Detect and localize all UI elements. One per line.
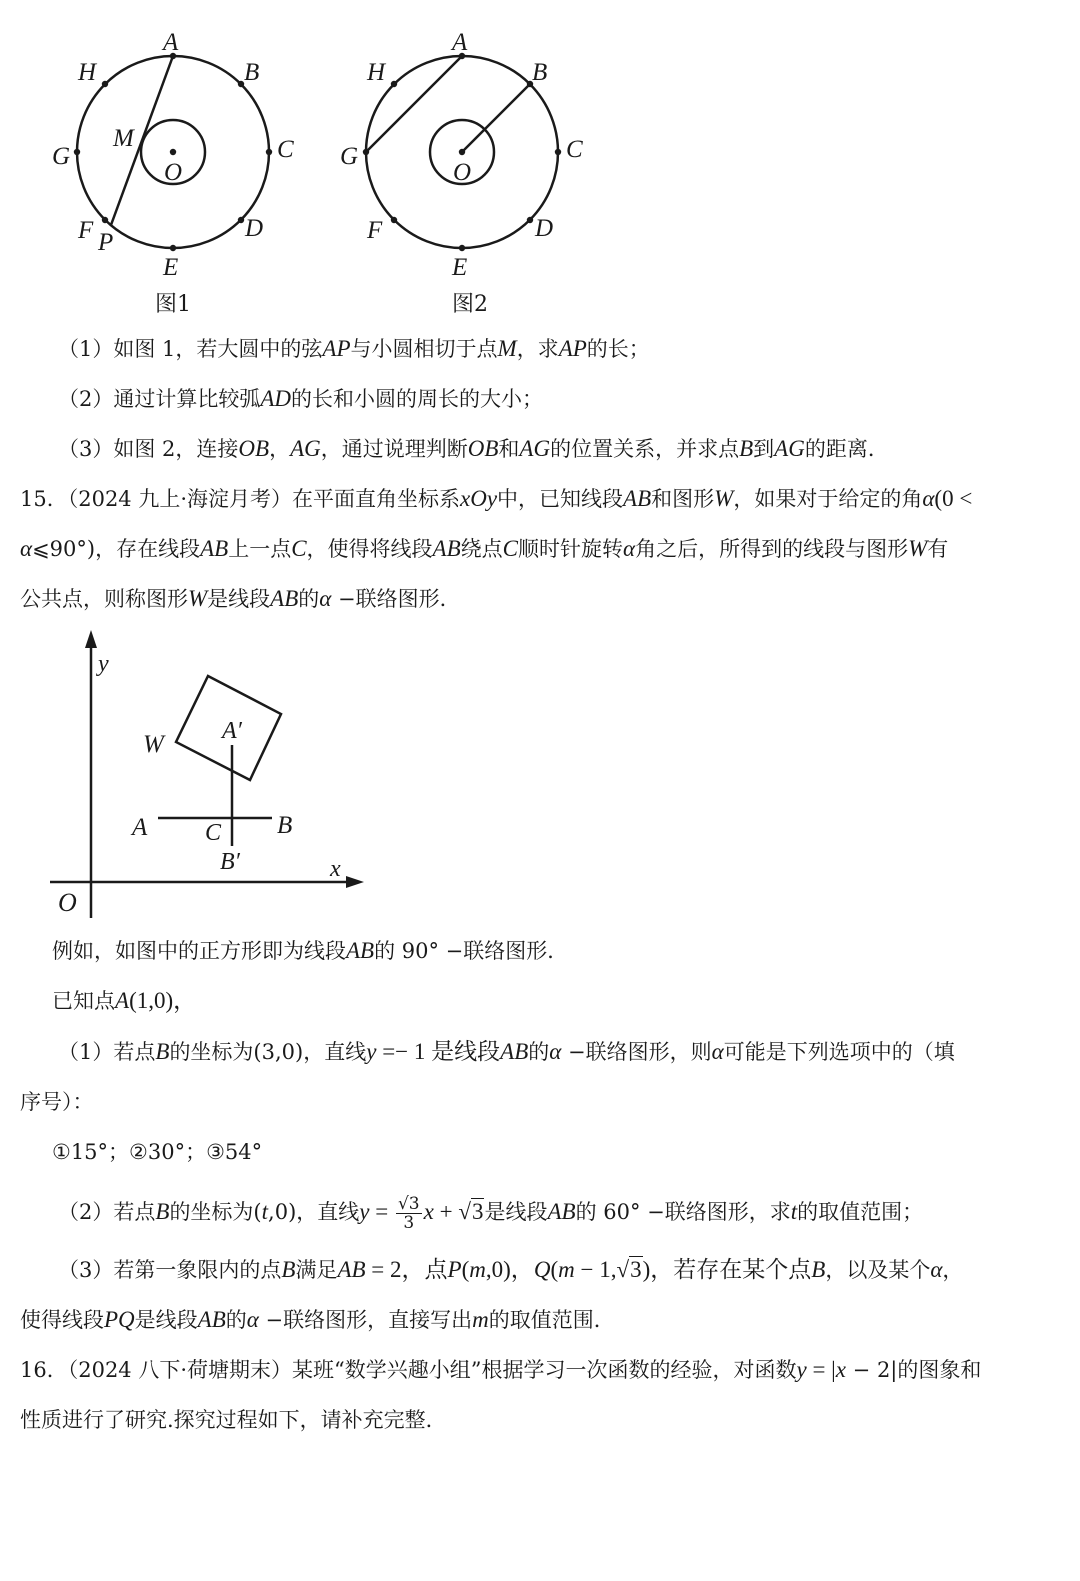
q15-s3b-text-a: 使得线段 [20, 1308, 104, 1332]
q15-sub1-line2 [20, 1087, 94, 1117]
q15-s3b-math-m: m [472, 1307, 489, 1332]
fig3-label-b: B [277, 812, 293, 839]
q15-l1-text-e: (0 < [934, 486, 973, 511]
q15-l3-text-a: 公共点，则称图形 [20, 587, 188, 611]
q15-line2 [20, 534, 948, 564]
fig3-label-a: A [132, 814, 148, 841]
q15-s2-math-ab: AB [547, 1199, 576, 1224]
q15-l1-text-c: 和图形 [651, 487, 715, 511]
q14-p3-text-a: （3）如图 2，连接 [58, 437, 239, 461]
fig2-label-o: O [453, 159, 472, 186]
q15-s2-frac-numerator: √3 [397, 1194, 420, 1214]
fig1-label-o: O [164, 159, 183, 186]
q15-s1-math-ab: AB [500, 1039, 529, 1064]
q16-line2 [20, 1405, 447, 1435]
q15-s2-text-e: + [433, 1199, 459, 1224]
q15-s1-text-f: 可能是下列选项中的（填 [723, 1040, 955, 1064]
fig1-label-b: B [244, 59, 260, 86]
q16-l1-text-b: = | [806, 1357, 836, 1382]
q14-part1 [58, 334, 650, 364]
q14-p3-text-c: ，通过说理判断 [320, 437, 468, 461]
q15-s2-text-c: ,0)，直线 [268, 1200, 360, 1224]
q15-e1-math-ab: AB [346, 938, 375, 963]
q14-p3-math-ob: OB [238, 436, 270, 461]
q15-sub1-options [52, 1137, 262, 1167]
q15-l3-text-d: −联络图形． [331, 587, 461, 611]
q15-s3b-math-alpha: α [246, 1307, 259, 1332]
q15-given [52, 986, 196, 1016]
q15-s3-text-c: = 2，点 [365, 1257, 448, 1282]
q16-l1-text-a: 16．（2024 八下·荷塘期末）某班“数学兴趣小组”根据学习一次函数的经验，对函数 [20, 1358, 797, 1382]
q15-l2-math-ab: AB [200, 536, 229, 561]
figure-2-caption: 图2 [452, 292, 488, 317]
q15-l1-math-xoy: xOy [460, 486, 498, 511]
q14-p3-math-ag: AG [290, 436, 321, 461]
figure-2 [330, 25, 610, 285]
q15-s3-text-f: ( [550, 1257, 559, 1282]
q14-p1-math-ap2: AP [558, 336, 587, 361]
q15-l3-text-b: 是线段 [207, 587, 271, 611]
q15-l2-text-a: ⩽90°)，存在线段 [32, 537, 201, 561]
q15-l3-math-w: W [188, 586, 208, 611]
fig2-label-g: G [340, 143, 359, 170]
q15-s2-radicand: 3 [471, 1199, 484, 1224]
fig1-label-e: E [163, 254, 179, 281]
q15-e2-text-a: 已知点 [52, 989, 115, 1013]
q15-s2-text-b: 的坐标为( [169, 1200, 262, 1224]
q15-s3b-text-d: −联络图形，直接写出 [258, 1308, 473, 1332]
q15-l2-text-e: 顺时针旋转 [518, 537, 623, 561]
q15-l1-math-alpha: α [922, 486, 935, 511]
q15-l2-math-ab2: AB [432, 536, 461, 561]
fig2-label-a: A [452, 29, 468, 56]
q14-p2-math-ad: AD [260, 386, 292, 411]
q15-line3 [20, 584, 461, 614]
q15-l1-text-a: 15．（2024 九上·海淀月考）在平面直角坐标系 [20, 487, 461, 511]
q15-l1-text-d: ，如果对于给定的角 [733, 487, 923, 511]
q15-l1-math-ab: AB [623, 486, 652, 511]
q15-s3-math-m: m [469, 1257, 486, 1282]
fig1-label-a: A [163, 29, 179, 56]
fig2-label-h: H [367, 59, 386, 86]
q15-e2-text-b: (1,0)， [129, 988, 197, 1013]
q15-s3-text-i: ，以及某个 [825, 1258, 931, 1282]
q14-p3-text-b: ， [269, 437, 291, 461]
q15-s2-math-t: t [261, 1199, 269, 1224]
q16-l1-math-x: x [835, 1357, 846, 1382]
fig2-label-d: D [535, 215, 554, 242]
q15-s1-text-d: 的 [528, 1040, 550, 1064]
q15-s2-text-f: 是线段 [484, 1200, 548, 1224]
q15-l2-text-g: 有 [927, 537, 949, 561]
q15-example [52, 936, 568, 966]
q14-p3-text-f: 到 [753, 437, 775, 461]
q15-s2-text-g: 的 60° −联络图形，求 [575, 1200, 791, 1224]
q15-l2-text-d: 绕点 [460, 537, 503, 561]
q15-s3-sqrt3: √3 [616, 1257, 642, 1282]
q15-s3-math-b: B [281, 1257, 296, 1282]
fig2-label-e: E [452, 254, 468, 281]
fig1-label-p: P [98, 229, 114, 256]
q15-s1-text-b: 的坐标为(3,0)，直线 [169, 1040, 367, 1064]
q15-s2-text-a: （2）若点 [58, 1200, 156, 1224]
q15-l3-math-alpha: α [319, 586, 332, 611]
q15-s2-sqrt3: √3 [458, 1199, 484, 1224]
figure-3-coordinate-diagram [40, 625, 380, 925]
q15-l3-math-ab: AB [270, 586, 299, 611]
q15-l2-text-f: 角之后，所得到的线段与图形 [635, 537, 909, 561]
q15-s2-frac-denominator: 3 [403, 1213, 415, 1233]
q15-s3b-text-c: 的 [225, 1308, 247, 1332]
q15-l2-math-c: C [291, 536, 307, 561]
q15-s3-math-b2: B [811, 1257, 826, 1282]
q15-s3-text-h: )，若存在某个点 [642, 1257, 812, 1282]
q15-sub3-line2 [20, 1305, 615, 1335]
q14-p2-text-b: 的长和小圆的周长的大小； [291, 387, 544, 411]
q14-p2-text-a: （2）通过计算比较弧 [58, 387, 261, 411]
q15-s2-math-x: x [423, 1199, 434, 1224]
q15-s3-text-b: 满足 [295, 1258, 338, 1282]
q15-s1-text-e: −联络图形，则 [561, 1040, 712, 1064]
fig1-label-c: C [277, 136, 294, 163]
q15-sub3-line1 [58, 1255, 963, 1285]
q15-l2-math-alpha2: α [623, 536, 636, 561]
q15-s2-text-h: 的取值范围； [797, 1200, 924, 1224]
fig3-label-o: O [58, 888, 77, 917]
fig2-label-c: C [566, 136, 583, 163]
q15-s2-text-d: = [369, 1199, 394, 1224]
q14-p1-math-ap: AP [322, 336, 351, 361]
q14-p1-math-m: M [497, 336, 517, 361]
q15-s3-text-e: ,0)， [485, 1257, 534, 1282]
q15-l2-math-w: W [908, 536, 928, 561]
q14-p1-text-a: （1）如图 1，若大圆中的弦 [58, 337, 323, 361]
q14-p1-text-c: ，求 [516, 337, 559, 361]
q16-l2-text-a: 性质进行了研究.探究过程如下，请补充完整． [20, 1408, 447, 1432]
fig1-points [74, 53, 272, 251]
q16-line1 [20, 1355, 981, 1385]
fig1-label-f: F [78, 217, 94, 244]
fig3-label-a-prime: A′ [222, 718, 242, 744]
q16-l1-math-y: y [796, 1357, 807, 1382]
q15-s3-math-alpha: α [930, 1257, 943, 1282]
figure-1-caption: 图1 [155, 292, 191, 317]
q14-part3 [58, 434, 889, 464]
fig3-x-arrow [346, 876, 364, 888]
q15-s1-math-y: y [366, 1039, 377, 1064]
fig1-label-g: G [52, 143, 71, 170]
q15-s3-math-q: Q [533, 1257, 551, 1282]
fig3-label-c: C [205, 820, 222, 846]
q15-s3-math-ab: AB [337, 1257, 366, 1282]
q15-l2-text-b: 上一点 [228, 537, 292, 561]
q15-l2-text-c: ，使得将线段 [306, 537, 433, 561]
q15-s3b-text-b: 是线段 [134, 1308, 198, 1332]
q15-l2-math-c2: C [502, 536, 518, 561]
q15-l1-math-w: W [714, 486, 734, 511]
q15-s3b-math-ab: AB [197, 1307, 226, 1332]
q14-p3-text-d: 和 [498, 437, 520, 461]
fig2-label-b: B [532, 59, 548, 86]
q15-s1-math-alpha2: α [711, 1039, 724, 1064]
fig3-label-x: x [330, 856, 341, 882]
q15-s1-text-a: （1）若点 [58, 1040, 156, 1064]
q15-s3-text-j: ， [942, 1258, 964, 1282]
fig2-label-f: F [367, 217, 383, 244]
fig3-label-w: W [143, 731, 164, 758]
q15-s2-math-t2: t [790, 1199, 798, 1224]
q15-l1-text-b: 中，已知线段 [497, 487, 624, 511]
q15-e1-text-b: 的 90° −联络图形． [374, 939, 569, 963]
q15-s3-text-a: （3）若第一象限内的点 [58, 1258, 282, 1282]
q16-l1-text-c: − 2|的图象和 [846, 1358, 982, 1382]
q14-p1-text-b: 与小圆相切于点 [350, 337, 498, 361]
fig1-label-d: D [245, 215, 264, 242]
q14-p3-math-b: B [739, 436, 754, 461]
q14-part2 [58, 384, 543, 414]
q15-s1-math-alpha: α [549, 1039, 562, 1064]
q15-s2-math-y: y [359, 1199, 370, 1224]
fig3-label-y: y [98, 651, 109, 677]
q14-p3-math-ag3: AG [774, 436, 805, 461]
q15-l3-text-c: 的 [298, 587, 320, 611]
q15-line1 [20, 484, 972, 514]
fig1-label-h: H [78, 59, 97, 86]
q15-s2-math-b: B [155, 1199, 170, 1224]
q15-sub1-line1 [58, 1037, 955, 1067]
q15-s1b-text-a: 序号）： [20, 1090, 94, 1114]
q14-p3-math-ob2: OB [467, 436, 499, 461]
q14-p3-text-e: 的位置关系，并求点 [550, 437, 740, 461]
q15-e1-text-a: 例如，如图中的正方形即为线段 [52, 939, 346, 963]
q15-s3-text-g: − 1, [574, 1257, 617, 1282]
q15-s3-math-p: P [447, 1257, 462, 1282]
q14-p1-text-d: 的长； [586, 337, 650, 361]
q15-s2-fraction [396, 1195, 422, 1232]
q15-e2-math-a: A [115, 988, 130, 1013]
fig2-segment-ob [462, 84, 530, 152]
q15-s3-text-d: ( [461, 1257, 470, 1282]
q14-p3-math-ag2: AG [519, 436, 551, 461]
q15-s3b-math-pq: PQ [104, 1307, 135, 1332]
fig3-label-b-prime: B′ [220, 849, 240, 875]
q15-sub2 [58, 1192, 923, 1232]
q15-s3-radicand: 3 [630, 1257, 642, 1282]
q15-s3-math-m2: m [558, 1257, 575, 1282]
fig3-y-arrow [85, 630, 97, 648]
q15-l2-math-alpha: α [20, 536, 33, 561]
figure-1 [40, 25, 320, 285]
fig1-label-m: M [113, 125, 134, 152]
q14-p3-text-g: 的距离． [804, 437, 889, 461]
q15-s1c-options-text: ①15°；②30°；③54° [52, 1140, 263, 1164]
q15-s1-math-b: B [155, 1039, 170, 1064]
q15-s1-text-c: =− 1 是线段 [376, 1039, 501, 1064]
q15-s3b-text-e: 的取值范围． [488, 1308, 615, 1332]
